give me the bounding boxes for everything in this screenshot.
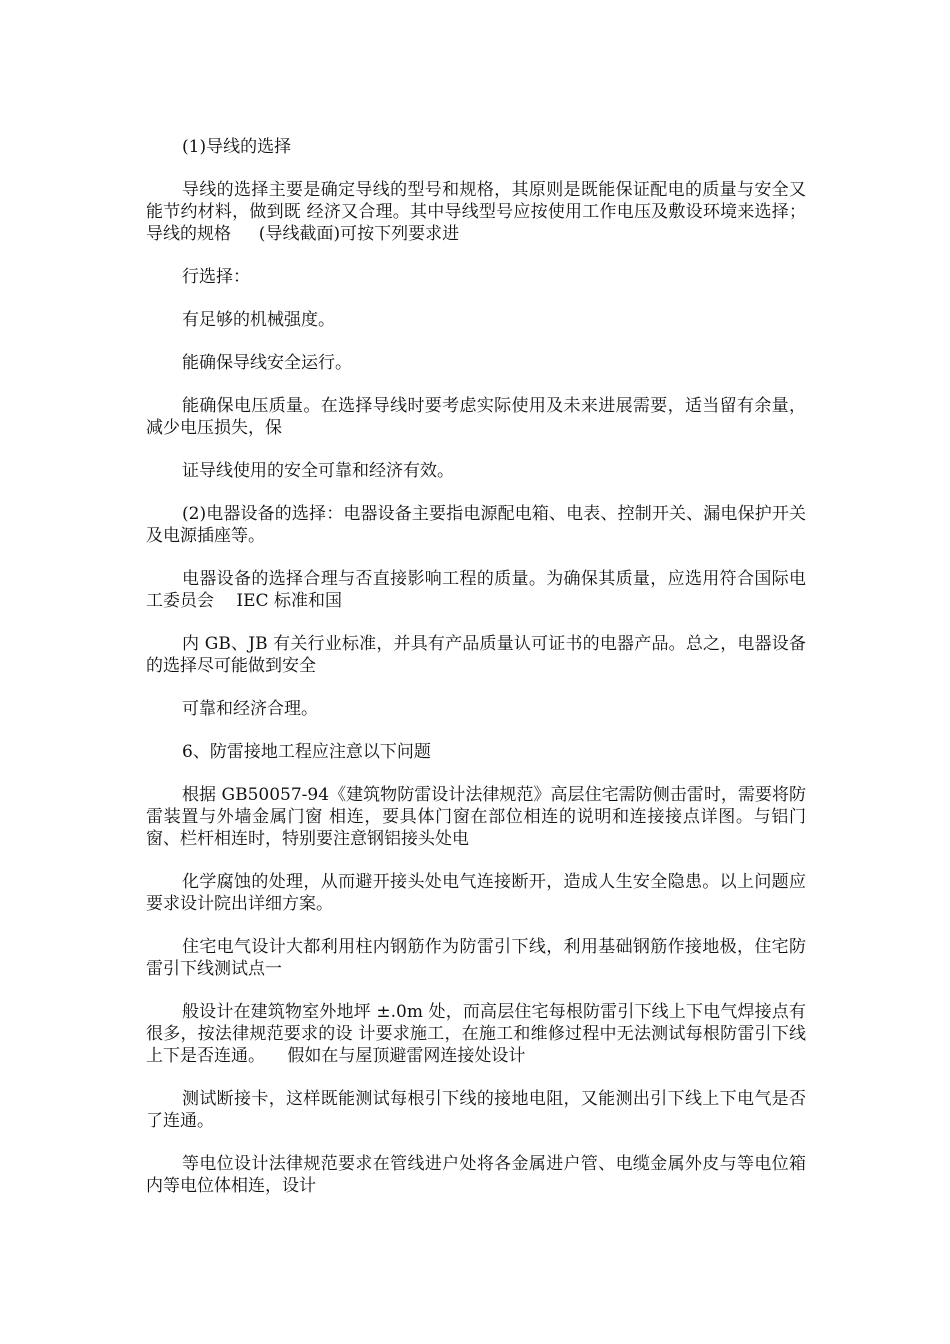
paragraph-17: 测试断接卡，这样既能测试每根引下线的接地电阻，又能测出引下线上下电气是否了连通。: [146, 1089, 806, 1131]
paragraph-3: 行选择：: [182, 267, 250, 287]
section-heading-lightning: 6、防雷接地工程应注意以下问题: [182, 742, 431, 762]
paragraph-13: 根据 GB50057-94《建筑物防雷设计法律规范》高层住宅需防侧击雷时，需要将防雷装置与外墙金属门窗 相连，要具体门窗在部位相连的说明和连接接点详图。与铝门窗、栏杆相连时，特别要注意钢铝接头处电: [146, 785, 806, 849]
paragraph-8: (2)电器设备的选择：电器设备主要指电源配电箱、电表、控制开关、漏电保护开关及电源插座等。: [146, 504, 806, 546]
paragraph-16: 般设计在建筑物室外地坪 ±.0m 处，而高层住宅每根防雷引下线上下电气焊接点有很多，按法律规范要求的设 计要求施工，在施工和维修过程中无法测试每根防雷引下线上下是否连通。 假如在与屋顶避雷网连接处设计: [146, 1002, 806, 1066]
paragraph-6: 能确保电压质量。在选择导线时要考虑实际使用及未来进展需要，适当留有余量，减少电压损失，保: [146, 396, 806, 438]
paragraph-14: 化学腐蚀的处理，从而避开接头处电气连接断开，造成人生安全隐患。以上问题应要求设计院出详细方案。: [146, 872, 806, 914]
document-body: [146, 136, 806, 1218]
paragraph-5: 能确保导线安全运行。: [182, 353, 352, 373]
paragraph-2: 导线的选择主要是确定导线的型号和规格，其原则是既能保证配电的质量与安全又能节约材料，做到既 经济又合理。其中导线型号应按使用工作电压及敷设环境来选择；导线的规格 (导线截面)可按下列要求进: [146, 180, 806, 244]
paragraph-1: (1)导线的选择: [182, 137, 292, 157]
paragraph-7: 证导线使用的安全可靠和经济有效。: [182, 461, 454, 481]
paragraph-10: 内 GB、JB 有关行业标准，并具有产品质量认可证书的电器产品。总之，电器设备的选择尽可能做到安全: [146, 634, 806, 676]
paragraph-18: 等电位设计法律规范要求在管线进户处将各金属进户管、电缆金属外皮与等电位箱内等电位体相连，设计: [146, 1154, 806, 1196]
paragraph-4: 有足够的机械强度。: [182, 310, 335, 330]
paragraph-9: 电器设备的选择合理与否直接影响工程的质量。为确保其质量，应选用符合国际电工委员会 IEC 标准和国: [146, 569, 806, 611]
paragraph-15: 住宅电气设计大都利用柱内钢筋作为防雷引下线，利用基础钢筋作接地极，住宅防雷引下线测试点一: [146, 937, 806, 979]
paragraph-11: 可靠和经济合理。: [182, 699, 318, 719]
